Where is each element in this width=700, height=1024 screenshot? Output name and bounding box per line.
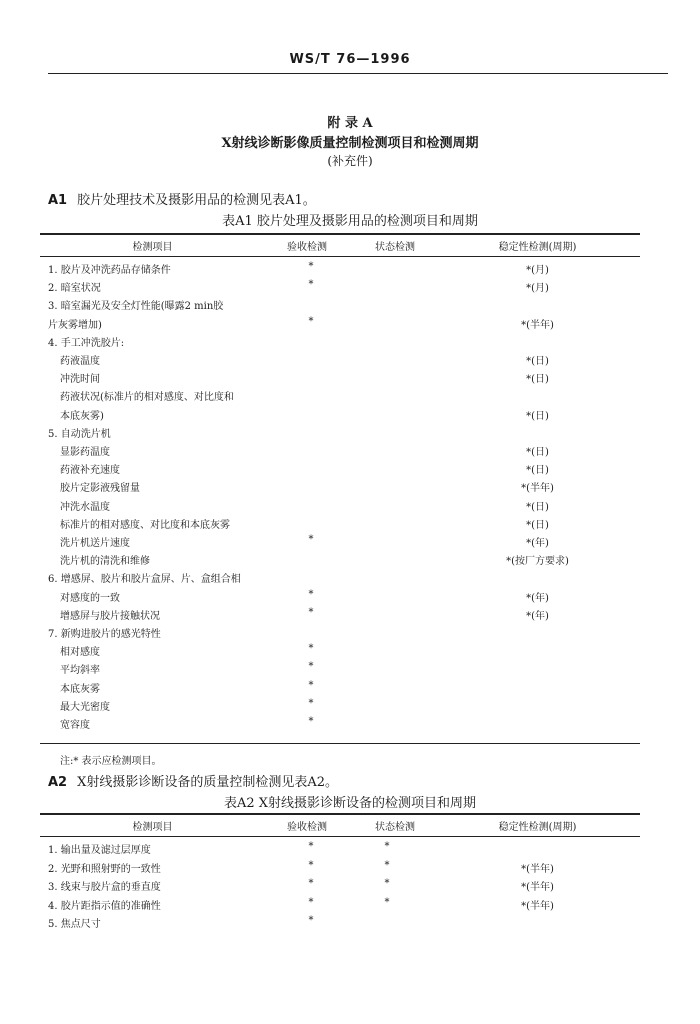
row-accept: * [308, 534, 314, 545]
row-item: 相对感度 [60, 647, 100, 659]
row-accept: * [308, 279, 314, 291]
section-a1-text: 胶片处理技术及摄影用品的检测见表A1。 [77, 193, 316, 208]
row-item: 显影药温度 [60, 447, 110, 458]
row-item: 5. 焦点尺寸 [48, 919, 101, 930]
row-item: 片灰雾增加) [48, 319, 102, 331]
row-item: 洗片机送片速度 [60, 538, 130, 549]
row-accept: * [308, 315, 314, 327]
table-a1-note: 注:* 表示应检测项目。 [60, 756, 162, 767]
section-a1 [48, 189, 316, 208]
row-stability: *(半年) [521, 863, 554, 875]
row-state: * [384, 878, 390, 889]
row-item: 洗片机的清洗和维修 [60, 556, 150, 568]
col-header-0: 检测项目 [132, 242, 173, 253]
row-item: 冲洗水温度 [60, 501, 110, 513]
row-state: * [384, 896, 390, 908]
row-stability: *(日) [526, 447, 549, 458]
row-state: * [384, 841, 390, 852]
appendix-label: 附 录 A [327, 116, 373, 131]
row-stability: *(按厂方要求) [506, 556, 569, 568]
col-header-3: 稳定性检测(周期) [498, 242, 577, 253]
row-stability: *(年) [526, 610, 549, 622]
row-item: 2. 光野和照射野的一致性 [48, 863, 161, 875]
row-accept: * [308, 896, 314, 908]
row-stability: *(年) [526, 538, 549, 549]
row-item: 本底灰雾) [60, 410, 104, 422]
row-item: 药液补充速度 [60, 465, 120, 477]
row-state: * [384, 859, 390, 871]
row-stability: *(日) [526, 356, 549, 367]
header-rule [48, 73, 668, 74]
row-accept: * [308, 915, 314, 926]
row-accept: * [308, 588, 314, 600]
row-item: 2. 暗室状况 [48, 283, 101, 295]
table-a1-bottom-rule [40, 743, 640, 744]
row-accept: * [308, 679, 314, 691]
row-item: 4. 胶片距指示值的准确性 [48, 900, 161, 912]
row-item: 5. 自动洗片机 [48, 428, 111, 440]
row-item: 3. 线束与胶片盒的垂直度 [48, 882, 161, 893]
row-item: 1. 输出量及滤过层厚度 [48, 845, 151, 856]
row-accept: * [308, 859, 314, 871]
appendix-subtitle: (补充件) [327, 154, 373, 168]
row-stability: *(日) [526, 465, 549, 477]
row-item: 标准片的相对感度、对比度和本底灰雾 [60, 519, 230, 531]
row-accept: * [308, 716, 314, 727]
row-item: 4. 手工冲洗胶片: [48, 337, 125, 349]
row-item: 冲洗时间 [60, 374, 100, 386]
row-item: 3. 暗室漏光及安全灯性能(曝露2 min胶 [48, 301, 224, 313]
section-a1-number: A1 [48, 193, 68, 208]
row-item: 对感度的一致 [60, 592, 120, 604]
row-stability: *(月) [526, 265, 549, 276]
row-item: 本底灰雾 [60, 683, 100, 695]
row-accept: * [308, 661, 314, 673]
row-stability: *(日) [526, 501, 549, 513]
appendix-title: X射线诊断影像质量控制检测项目和检测周期 [221, 136, 479, 151]
row-accept: * [308, 261, 314, 272]
row-item: 最大光密度 [60, 701, 110, 713]
row-stability: *(半年) [521, 319, 554, 331]
row-item: 药液状况(标准片的相对感度、对比度和 [60, 392, 234, 404]
section-a2-text: X射线摄影诊断设备的质量控制检测见表A2。 [77, 775, 339, 790]
row-item: 宽容度 [60, 720, 90, 731]
row-stability: *(半年) [521, 882, 554, 893]
table-a2-top-rule [40, 813, 640, 815]
col-header-0: 检测项目 [132, 822, 173, 833]
section-a2 [48, 771, 338, 790]
col-header-1: 验收检测 [287, 822, 327, 833]
table-a1-caption: 表A1 胶片处理及摄影用品的检测项目和周期 [222, 214, 478, 229]
table-a2-header-rule [40, 836, 640, 837]
col-header-2: 状态检测 [375, 822, 415, 833]
row-item: 平均斜率 [60, 665, 100, 677]
section-a2-number: A2 [48, 775, 68, 790]
col-header-3: 稳定性检测(周期) [498, 822, 577, 833]
page-header: WS/T 76—1996 [289, 52, 411, 67]
row-item: 7. 新购进胶片的感光特性 [48, 629, 161, 640]
row-accept: * [308, 697, 314, 709]
col-header-1: 验收检测 [287, 242, 327, 253]
row-stability: *(日) [526, 410, 549, 422]
row-item: 胶片定影液残留量 [60, 483, 140, 495]
row-stability: *(日) [526, 374, 549, 386]
row-stability: *(日) [526, 519, 549, 531]
row-item: 增感屏与胶片接触状况 [60, 610, 160, 622]
row-item: 1. 胶片及冲洗药品存储条件 [48, 265, 171, 276]
row-accept: * [308, 606, 314, 618]
table-a2-caption: 表A2 X射线摄影诊断设备的检测项目和周期 [223, 796, 477, 811]
row-stability: *(半年) [521, 483, 554, 495]
row-item: 6. 增感屏、胶片和胶片盒屏、片、盒组合相 [48, 574, 241, 586]
table-a1-header-rule [40, 256, 640, 257]
row-stability: *(年) [526, 592, 549, 604]
table-a1-top-rule [40, 233, 640, 235]
row-item: 药液温度 [60, 356, 100, 367]
row-accept: * [308, 841, 314, 852]
row-stability: *(半年) [521, 900, 554, 912]
row-accept: * [308, 643, 314, 655]
col-header-2: 状态检测 [375, 242, 415, 253]
row-stability: *(月) [526, 283, 549, 295]
row-accept: * [308, 878, 314, 889]
